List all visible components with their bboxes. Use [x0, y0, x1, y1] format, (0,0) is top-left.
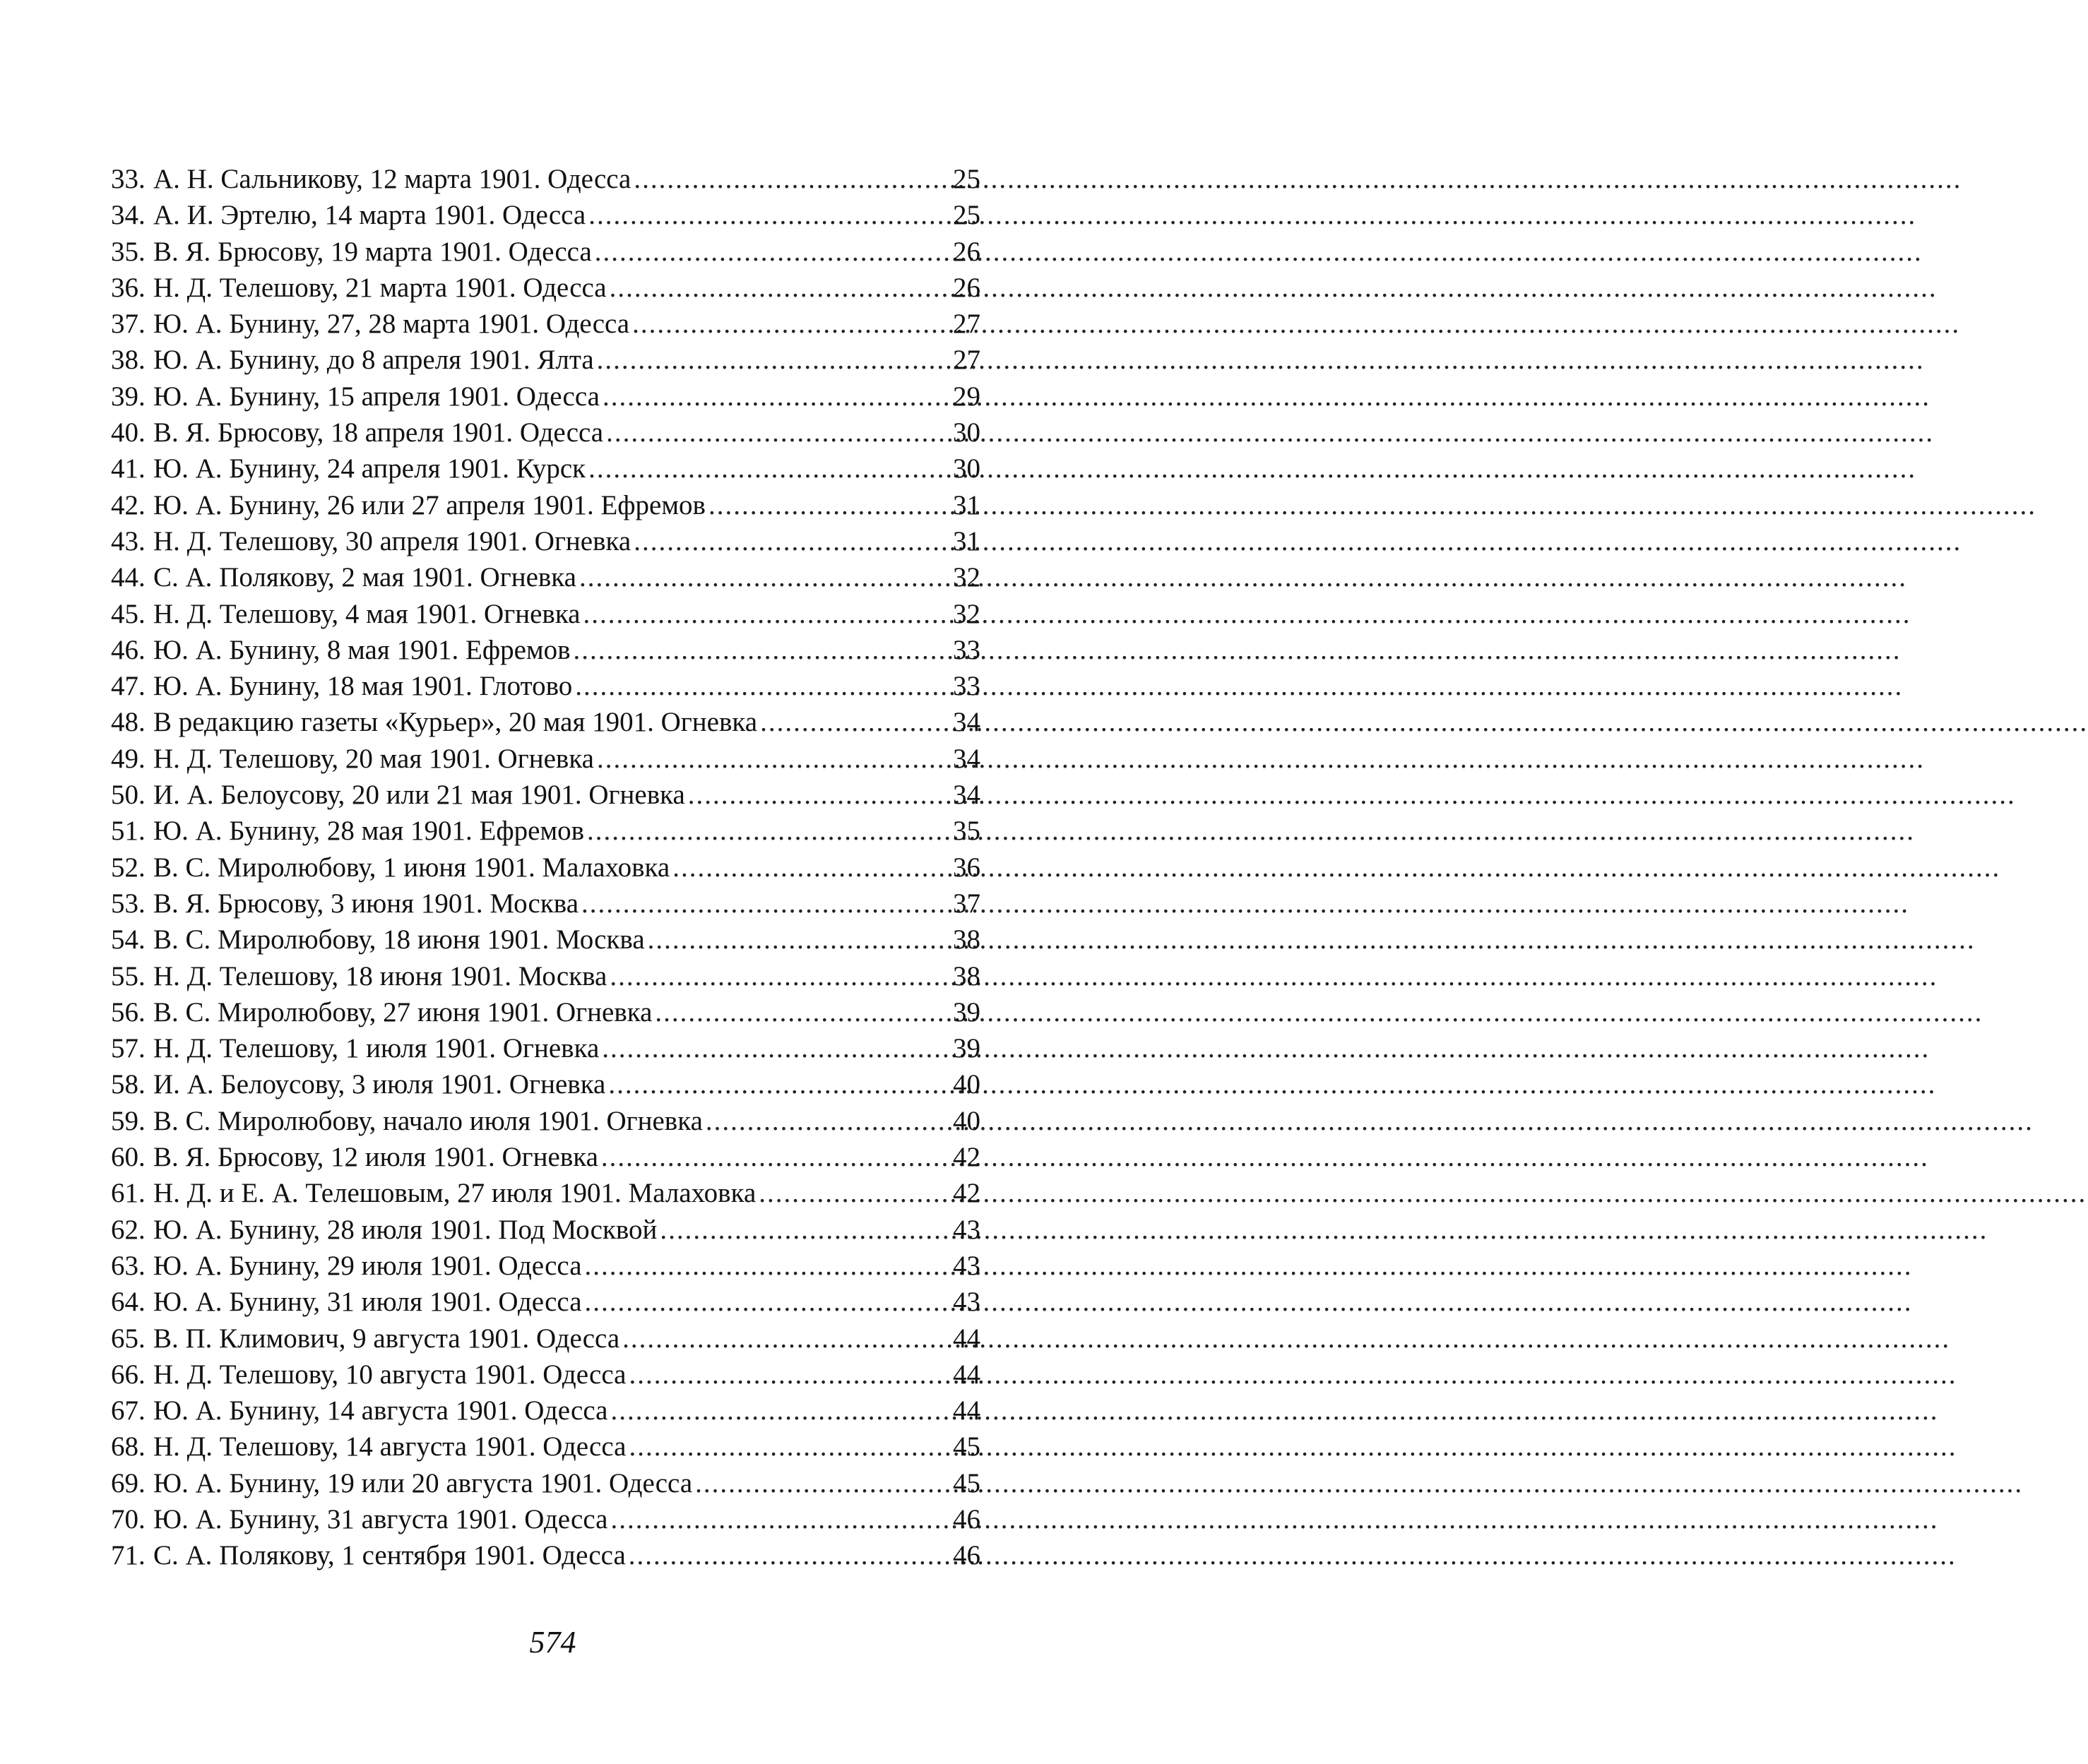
entry-number: 49. [111, 743, 146, 774]
toc-entry [111, 1030, 980, 1066]
dot-leader [648, 922, 942, 958]
entry-page: 26 [953, 272, 980, 303]
entry-title: Ю. А. Бунину, 18 мая 1901. Глотово [153, 671, 573, 702]
entry-title: Ю. А. Бунину, 24 апреля 1901. Курск [153, 453, 586, 484]
entry-title: Ю. А. Бунину, до 8 апреля 1901. Ялта [153, 345, 594, 376]
entry-number: 54. [111, 924, 146, 955]
entry-page: 26 [953, 236, 980, 267]
dot-leader [597, 342, 942, 378]
toc-entry [111, 415, 980, 451]
toc-entry [111, 596, 980, 632]
entry-number: 48. [111, 707, 146, 738]
entry-page: 36 [953, 852, 980, 883]
entry-number: 46. [111, 634, 146, 665]
entry-number: 66. [111, 1359, 146, 1390]
dot-leader [760, 704, 942, 740]
toc-entry [111, 1321, 980, 1357]
entry-page: 34 [953, 707, 980, 738]
toc-entry [111, 379, 980, 415]
entry-number: 45. [111, 598, 146, 629]
entry-number: 37. [111, 309, 146, 340]
entry-page: 37 [953, 888, 980, 919]
toc-entry [111, 741, 980, 777]
entry-page: 42 [953, 1142, 980, 1173]
toc-entry [111, 197, 980, 233]
toc-entry [111, 777, 980, 813]
toc-entry [111, 451, 980, 487]
entry-number: 71. [111, 1540, 146, 1571]
entry-title: Н. Д. Телешову, 20 мая 1901. Огневка [153, 743, 594, 774]
toc-entry [111, 813, 980, 849]
dot-leader [610, 1501, 942, 1537]
entry-title: И. А. Белоусову, 3 июля 1901. Огневка [153, 1069, 606, 1100]
dot-leader [583, 596, 942, 632]
entry-page: 43 [953, 1250, 980, 1281]
dot-leader [632, 306, 942, 342]
entry-number: 58. [111, 1069, 146, 1100]
entry-page: 25 [953, 200, 980, 231]
entry-title: В. П. Климович, 9 августа 1901. Одесса [153, 1323, 620, 1354]
entry-page: 33 [953, 634, 980, 665]
dot-leader [601, 1139, 942, 1175]
dot-leader [695, 1465, 942, 1501]
entry-page: 46 [953, 1540, 980, 1571]
toc-entry [111, 886, 980, 922]
entry-title: Н. Д. Телешову, 10 августа 1901. Одесса [153, 1359, 627, 1390]
entry-number: 60. [111, 1142, 146, 1173]
entry-title: Ю. А. Бунину, 15 апреля 1901. Одесса [153, 381, 600, 412]
dot-leader [574, 632, 942, 668]
entry-number: 52. [111, 852, 146, 883]
entry-title: Н. Д. Телешову, 1 июля 1901. Огневка [153, 1033, 600, 1064]
entry-page: 31 [953, 489, 980, 520]
dot-leader [587, 813, 942, 849]
entry-page: 31 [953, 525, 980, 556]
entry-page: 38 [953, 960, 980, 991]
dot-leader [706, 1103, 942, 1139]
entry-page: 43 [953, 1287, 980, 1318]
entry-number: 51. [111, 816, 146, 847]
entry-number: 43. [111, 525, 146, 556]
entry-number: 62. [111, 1214, 146, 1245]
entry-title: В. С. Миролюбову, 18 июня 1901. Москва [153, 924, 645, 955]
entry-title: В. Я. Брюсову, 12 июля 1901. Огневка [153, 1142, 598, 1173]
entry-page: 33 [953, 671, 980, 702]
toc-entry [111, 1357, 980, 1393]
dot-leader [688, 777, 942, 813]
dot-leader [672, 850, 942, 886]
toc-entry [111, 1212, 980, 1248]
dot-leader [575, 668, 942, 704]
dot-leader [595, 234, 942, 270]
toc-entry [111, 487, 980, 523]
dot-leader [579, 559, 942, 595]
entry-page: 44 [953, 1323, 980, 1354]
entry-number: 33. [111, 164, 146, 194]
entry-page: 43 [953, 1214, 980, 1245]
toc-entry [111, 1103, 980, 1139]
dot-leader [602, 1030, 942, 1066]
dot-leader [610, 958, 942, 994]
entry-number: 56. [111, 996, 146, 1027]
toc-entry [111, 704, 980, 740]
entry-title: Н. Д. Телешову, 21 марта 1901. Одесса [153, 272, 607, 303]
toc-entry [111, 1248, 980, 1284]
dot-leader [608, 1066, 942, 1102]
dot-leader [634, 523, 942, 559]
entry-page: 39 [953, 996, 980, 1027]
entry-number: 39. [111, 381, 146, 412]
entry-number: 63. [111, 1250, 146, 1281]
entry-page: 38 [953, 924, 980, 955]
entry-number: 55. [111, 960, 146, 991]
entry-title: И. А. Белоусову, 20 или 21 мая 1901. Огневка [153, 780, 685, 811]
toc-entry [111, 306, 980, 342]
toc-entry [111, 1139, 980, 1175]
toc-entry [111, 523, 980, 559]
entry-title: Н. Д. и Е. А. Телешовым, 27 июля 1901. Малаховка [153, 1178, 757, 1209]
entry-title: Н. Д. Телешову, 4 мая 1901. Огневка [153, 598, 581, 629]
dot-leader [585, 1248, 943, 1284]
entry-number: 35. [111, 236, 146, 267]
entry-title: Ю. А. Бунину, 27, 28 марта 1901. Одесса [153, 309, 630, 340]
entry-title: А. И. Эртелю, 14 марта 1901. Одесса [153, 200, 586, 231]
entry-page: 25 [953, 164, 980, 194]
table-of-contents [111, 161, 980, 1574]
toc-entry [111, 668, 980, 704]
entry-number: 47. [111, 671, 146, 702]
entry-page: 29 [953, 381, 980, 412]
entry-number: 70. [111, 1503, 146, 1534]
dot-leader [606, 415, 942, 451]
dot-leader [629, 1537, 942, 1573]
dot-leader [610, 270, 942, 306]
toc-entry [111, 559, 980, 595]
entry-page: 39 [953, 1033, 980, 1064]
dot-leader [660, 1212, 942, 1248]
dot-leader [581, 886, 942, 922]
toc-entry [111, 922, 980, 958]
toc-entry [111, 994, 980, 1030]
entry-title: Ю. А. Бунину, 31 августа 1901. Одесса [153, 1503, 608, 1534]
entry-number: 67. [111, 1395, 146, 1426]
entry-title: Ю. А. Бунину, 26 или 27 апреля 1901. Ефремов [153, 489, 706, 520]
entry-title: С. А. Полякову, 1 сентября 1901. Одесса [153, 1540, 626, 1571]
entry-number: 65. [111, 1323, 146, 1354]
dot-leader [585, 1284, 943, 1320]
dot-leader [588, 197, 942, 233]
toc-entry [111, 270, 980, 306]
entry-page: 42 [953, 1178, 980, 1209]
toc-entry [111, 342, 980, 378]
entry-number: 68. [111, 1431, 146, 1462]
entry-title: А. Н. Сальникову, 12 марта 1901. Одесса [153, 164, 631, 194]
page-number: 574 [529, 1625, 576, 1659]
entry-number: 64. [111, 1287, 146, 1318]
entry-page: 30 [953, 453, 980, 484]
entry-title: Ю. А. Бунину, 19 или 20 августа 1901. Одесса [153, 1467, 693, 1498]
entry-title: Ю. А. Бунину, 28 мая 1901. Ефремов [153, 816, 585, 847]
entry-page: 27 [953, 345, 980, 376]
entry-title: Ю. А. Бунину, 28 июля 1901. Под Москвой [153, 1214, 658, 1245]
entry-title: Н. Д. Телешову, 18 июня 1901. Москва [153, 960, 607, 991]
toc-entry [111, 1429, 980, 1465]
entry-page: 44 [953, 1395, 980, 1426]
toc-entry [111, 1393, 980, 1429]
toc-entry [111, 1175, 980, 1211]
entry-number: 57. [111, 1033, 146, 1064]
toc-entry [111, 850, 980, 886]
entry-title: С. А. Полякову, 2 мая 1901. Огневка [153, 562, 576, 593]
entry-number: 36. [111, 272, 146, 303]
dot-leader [634, 161, 942, 197]
entry-page: 40 [953, 1069, 980, 1100]
entry-title: Н. Д. Телешову, 14 августа 1901. Одесса [153, 1431, 627, 1462]
entry-page: 34 [953, 780, 980, 811]
entry-page: 32 [953, 562, 980, 593]
dot-leader [655, 994, 942, 1030]
entry-page: 27 [953, 309, 980, 340]
entry-title: В. Я. Брюсову, 18 апреля 1901. Одесса [153, 417, 604, 448]
dot-leader [610, 1393, 942, 1429]
entry-number: 53. [111, 888, 146, 919]
toc-entry [111, 1501, 980, 1537]
entry-title: Ю. А. Бунину, 14 августа 1901. Одесса [153, 1395, 608, 1426]
entry-title: Ю. А. Бунину, 31 июля 1901. Одесса [153, 1287, 582, 1318]
entry-page: 35 [953, 816, 980, 847]
entry-number: 59. [111, 1105, 146, 1136]
entry-number: 41. [111, 453, 146, 484]
toc-entry [111, 1284, 980, 1320]
entry-title: В. С. Миролюбову, начало июля 1901. Огневка [153, 1105, 703, 1136]
entry-number: 38. [111, 345, 146, 376]
entry-page: 40 [953, 1105, 980, 1136]
toc-entry [111, 161, 980, 197]
entry-page: 45 [953, 1467, 980, 1498]
entry-title: В. С. Миролюбову, 27 июня 1901. Огневка [153, 996, 653, 1027]
toc-entry [111, 1465, 980, 1501]
dot-leader [629, 1429, 942, 1465]
dot-leader [759, 1175, 942, 1211]
entry-page: 46 [953, 1503, 980, 1534]
toc-entry [111, 958, 980, 994]
entry-title: В. С. Миролюбову, 1 июня 1901. Малаховка [153, 852, 670, 883]
dot-leader [603, 379, 942, 415]
dot-leader [588, 451, 942, 487]
dot-leader [629, 1357, 942, 1393]
entry-title: В редакцию газеты «Курьер», 20 мая 1901. Огневка [153, 707, 758, 738]
entry-number: 42. [111, 489, 146, 520]
entry-number: 61. [111, 1178, 146, 1209]
entry-number: 40. [111, 417, 146, 448]
entry-page: 30 [953, 417, 980, 448]
entry-title: Ю. А. Бунину, 8 мая 1901. Ефремов [153, 634, 571, 665]
entry-title: Н. Д. Телешову, 30 апреля 1901. Огневка [153, 525, 631, 556]
entry-number: 34. [111, 200, 146, 231]
entry-page: 34 [953, 743, 980, 774]
entry-page: 32 [953, 598, 980, 629]
entry-number: 50. [111, 780, 146, 811]
entry-title: В. Я. Брюсову, 19 марта 1901. Одесса [153, 236, 592, 267]
entry-number: 44. [111, 562, 146, 593]
entry-title: Ю. А. Бунину, 29 июля 1901. Одесса [153, 1250, 582, 1281]
toc-entry [111, 1066, 980, 1102]
entry-number: 69. [111, 1467, 146, 1498]
entry-page: 45 [953, 1431, 980, 1462]
toc-entry [111, 632, 980, 668]
entry-page: 44 [953, 1359, 980, 1390]
toc-entry [111, 1537, 980, 1573]
dot-leader [597, 741, 942, 777]
entry-title: В. Я. Брюсову, 3 июня 1901. Москва [153, 888, 579, 919]
toc-entry [111, 234, 980, 270]
dot-leader [708, 487, 942, 523]
dot-leader [622, 1321, 942, 1357]
